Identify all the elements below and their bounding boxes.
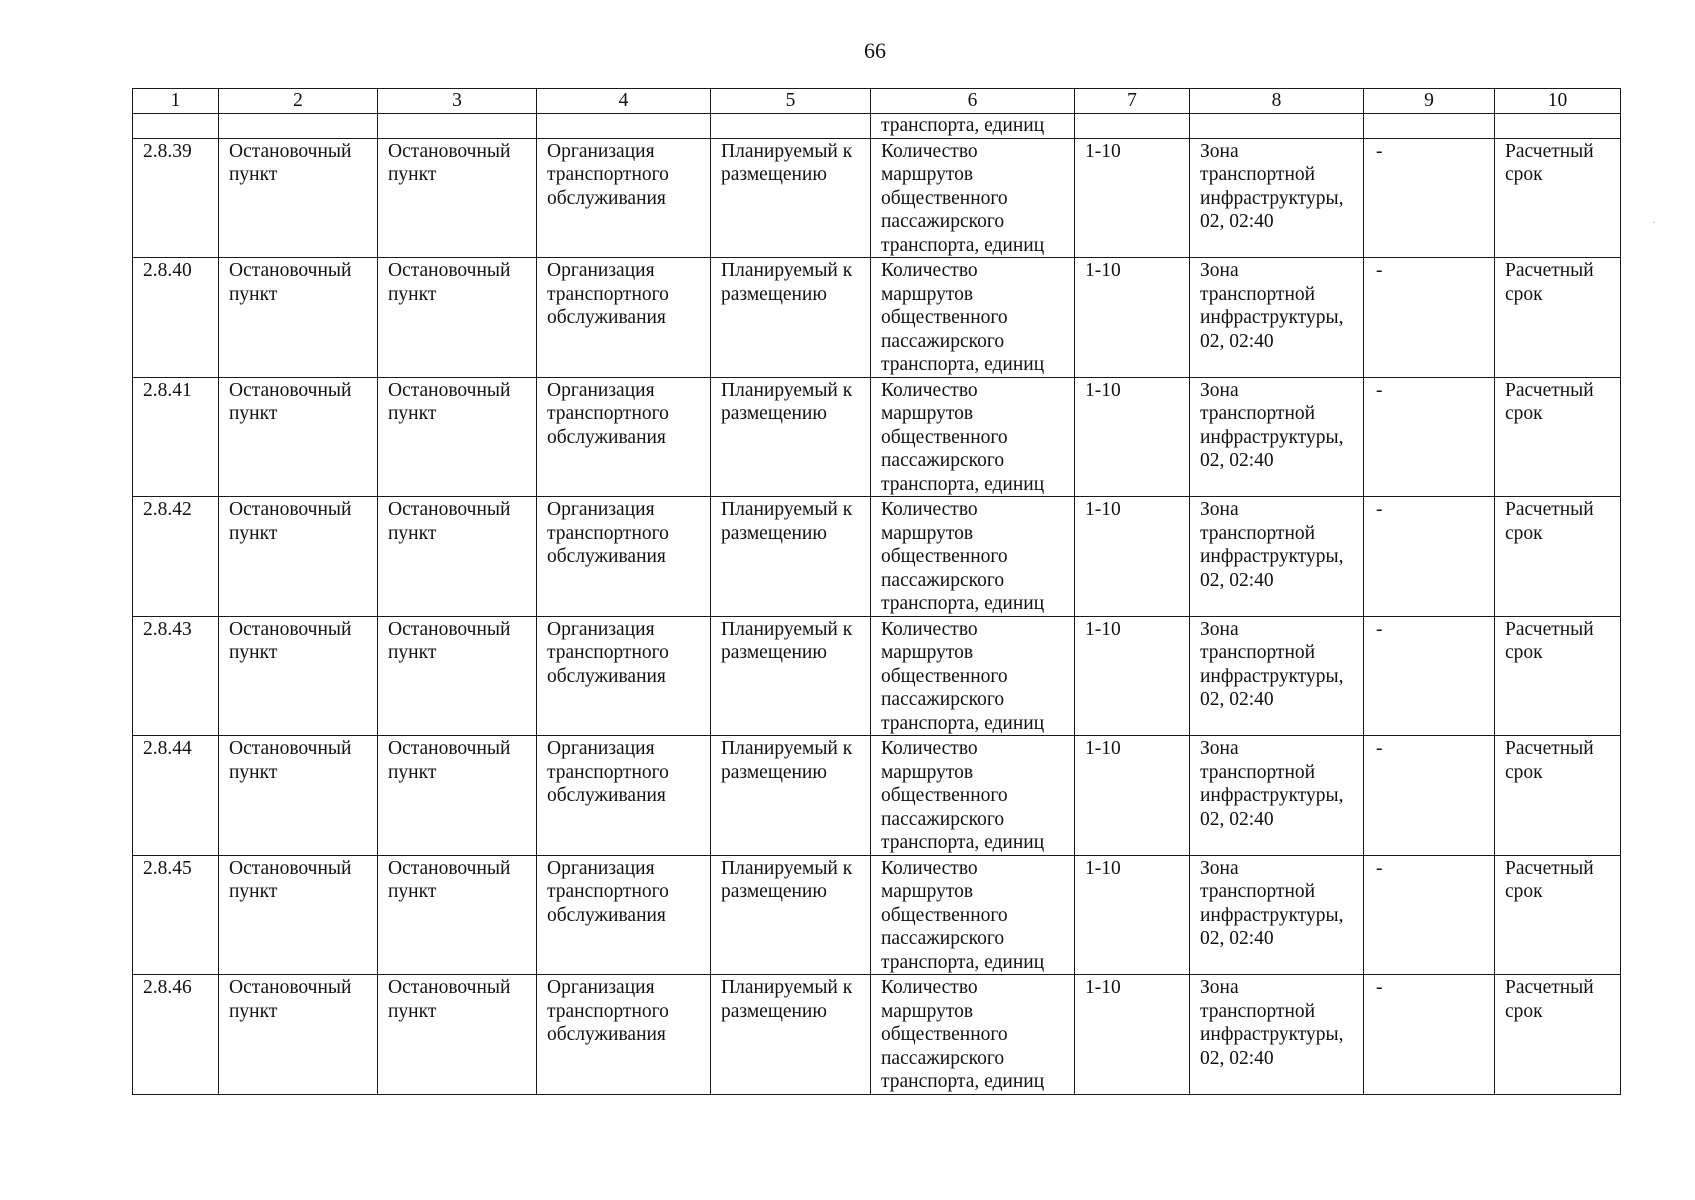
object-name-cell: Остановочный пункт	[219, 855, 378, 975]
header-row	[133, 89, 1621, 114]
status-cell: Планируемый к размещению	[711, 975, 871, 1095]
table-cell	[1075, 114, 1190, 139]
protection-zone-cell: -	[1364, 855, 1495, 975]
term-cell: Расчетный срок	[1495, 616, 1621, 736]
table-row	[133, 258, 1621, 378]
header-cell: 2	[219, 89, 378, 114]
value-cell: 1-10	[1075, 377, 1190, 497]
status-cell: Планируемый к размещению	[711, 138, 871, 258]
row-number-cell: 2.8.40	[133, 258, 219, 378]
object-name-cell: Остановочный пункт	[219, 736, 378, 856]
header-cell: 10	[1495, 89, 1621, 114]
object-type-cell: Остановочный пункт	[378, 377, 537, 497]
term-cell: Расчетный срок	[1495, 258, 1621, 378]
object-name-cell: Остановочный пункт	[219, 377, 378, 497]
zone-cell: Зона транспортной инфраструктуры, 02, 02:40	[1190, 377, 1364, 497]
protection-zone-cell: -	[1364, 616, 1495, 736]
value-cell: 1-10	[1075, 975, 1190, 1095]
status-cell: Планируемый к размещению	[711, 855, 871, 975]
object-type-cell: Остановочный пункт	[378, 855, 537, 975]
object-type-cell: Остановочный пункт	[378, 736, 537, 856]
header-cell: 1	[133, 89, 219, 114]
zone-cell: Зона транспортной инфраструктуры, 02, 02:40	[1190, 258, 1364, 378]
term-cell: Расчетный срок	[1495, 736, 1621, 856]
status-cell: Планируемый к размещению	[711, 377, 871, 497]
characteristic-cell: Количество маршрутов общественного пассажирского транспорта, единиц	[871, 616, 1075, 736]
purpose-cell: Организация транспортного обслуживания	[537, 975, 711, 1095]
purpose-cell: Организация транспортного обслуживания	[537, 855, 711, 975]
characteristic-cell: Количество маршрутов общественного пассажирского транспорта, единиц	[871, 258, 1075, 378]
value-cell: 1-10	[1075, 258, 1190, 378]
value-cell: 1-10	[1075, 497, 1190, 617]
object-type-cell: Остановочный пункт	[378, 258, 537, 378]
zone-cell: Зона транспортной инфраструктуры, 02, 02:40	[1190, 975, 1364, 1095]
table-row	[133, 855, 1621, 975]
row-number-cell: 2.8.41	[133, 377, 219, 497]
characteristic-cell: Количество маршрутов общественного пассажирского транспорта, единиц	[871, 855, 1075, 975]
value-cell: 1-10	[1075, 736, 1190, 856]
table-cell	[219, 114, 378, 139]
table-cell	[133, 114, 219, 139]
protection-zone-cell: -	[1364, 497, 1495, 617]
term-cell: Расчетный срок	[1495, 975, 1621, 1095]
header-cell: 8	[1190, 89, 1364, 114]
purpose-cell: Организация транспортного обслуживания	[537, 736, 711, 856]
value-cell: 1-10	[1075, 855, 1190, 975]
table-cell	[711, 114, 871, 139]
continuation-row	[133, 114, 1621, 139]
value-cell: 1-10	[1075, 616, 1190, 736]
row-number-cell: 2.8.42	[133, 497, 219, 617]
table-cell	[537, 114, 711, 139]
term-cell: Расчетный срок	[1495, 855, 1621, 975]
characteristic-cell: Количество маршрутов общественного пассажирского транспорта, единиц	[871, 138, 1075, 258]
protection-zone-cell: -	[1364, 138, 1495, 258]
row-number-cell: 2.8.45	[133, 855, 219, 975]
object-type-cell: Остановочный пункт	[378, 975, 537, 1095]
characteristic-cell: Количество маршрутов общественного пассажирского транспорта, единиц	[871, 736, 1075, 856]
object-type-cell: Остановочный пункт	[378, 497, 537, 617]
scan-mark: ·	[1652, 218, 1656, 229]
table-cell	[1190, 114, 1364, 139]
object-name-cell: Остановочный пункт	[219, 975, 378, 1095]
status-cell: Планируемый к размещению	[711, 736, 871, 856]
page-number: 66	[864, 38, 886, 63]
continuation-cell: транспорта, единиц	[871, 114, 1075, 139]
object-name-cell: Остановочный пункт	[219, 497, 378, 617]
header-cell: 3	[378, 89, 537, 114]
characteristic-cell: Количество маршрутов общественного пассажирского транспорта, единиц	[871, 497, 1075, 617]
term-cell: Расчетный срок	[1495, 497, 1621, 617]
purpose-cell: Организация транспортного обслуживания	[537, 258, 711, 378]
purpose-cell: Организация транспортного обслуживания	[537, 138, 711, 258]
table-row	[133, 138, 1621, 258]
protection-zone-cell: -	[1364, 258, 1495, 378]
table-row	[133, 975, 1621, 1095]
table-cell	[1495, 114, 1621, 139]
header-cell: 7	[1075, 89, 1190, 114]
zone-cell: Зона транспортной инфраструктуры, 02, 02:40	[1190, 855, 1364, 975]
object-name-cell: Остановочный пункт	[219, 258, 378, 378]
object-type-cell: Остановочный пункт	[378, 616, 537, 736]
row-number-cell: 2.8.44	[133, 736, 219, 856]
header-cell: 4	[537, 89, 711, 114]
zone-cell: Зона транспортной инфраструктуры, 02, 02:40	[1190, 616, 1364, 736]
object-type-cell: Остановочный пункт	[378, 138, 537, 258]
header-cell: 6	[871, 89, 1075, 114]
table-body	[133, 89, 1621, 1095]
purpose-cell: Организация транспортного обслуживания	[537, 616, 711, 736]
row-number-cell: 2.8.43	[133, 616, 219, 736]
term-cell: Расчетный срок	[1495, 377, 1621, 497]
zone-cell: Зона транспортной инфраструктуры, 02, 02:40	[1190, 497, 1364, 617]
purpose-cell: Организация транспортного обслуживания	[537, 377, 711, 497]
table-row	[133, 736, 1621, 856]
protection-zone-cell: -	[1364, 377, 1495, 497]
term-cell: Расчетный срок	[1495, 138, 1621, 258]
purpose-cell: Организация транспортного обслуживания	[537, 497, 711, 617]
table-row	[133, 616, 1621, 736]
zone-cell: Зона транспортной инфраструктуры, 02, 02:40	[1190, 736, 1364, 856]
characteristic-cell: Количество маршрутов общественного пассажирского транспорта, единиц	[871, 975, 1075, 1095]
protection-zone-cell: -	[1364, 736, 1495, 856]
document-table	[132, 88, 1621, 1095]
value-cell: 1-10	[1075, 138, 1190, 258]
table-cell	[1364, 114, 1495, 139]
characteristic-cell: Количество маршрутов общественного пассажирского транспорта, единиц	[871, 377, 1075, 497]
status-cell: Планируемый к размещению	[711, 616, 871, 736]
header-cell: 5	[711, 89, 871, 114]
row-number-cell: 2.8.39	[133, 138, 219, 258]
header-cell: 9	[1364, 89, 1495, 114]
table-cell	[378, 114, 537, 139]
zone-cell: Зона транспортной инфраструктуры, 02, 02:40	[1190, 138, 1364, 258]
protection-zone-cell: -	[1364, 975, 1495, 1095]
row-number-cell: 2.8.46	[133, 975, 219, 1095]
object-name-cell: Остановочный пункт	[219, 616, 378, 736]
status-cell: Планируемый к размещению	[711, 497, 871, 617]
table-row	[133, 377, 1621, 497]
object-name-cell: Остановочный пункт	[219, 138, 378, 258]
table-row	[133, 497, 1621, 617]
status-cell: Планируемый к размещению	[711, 258, 871, 378]
